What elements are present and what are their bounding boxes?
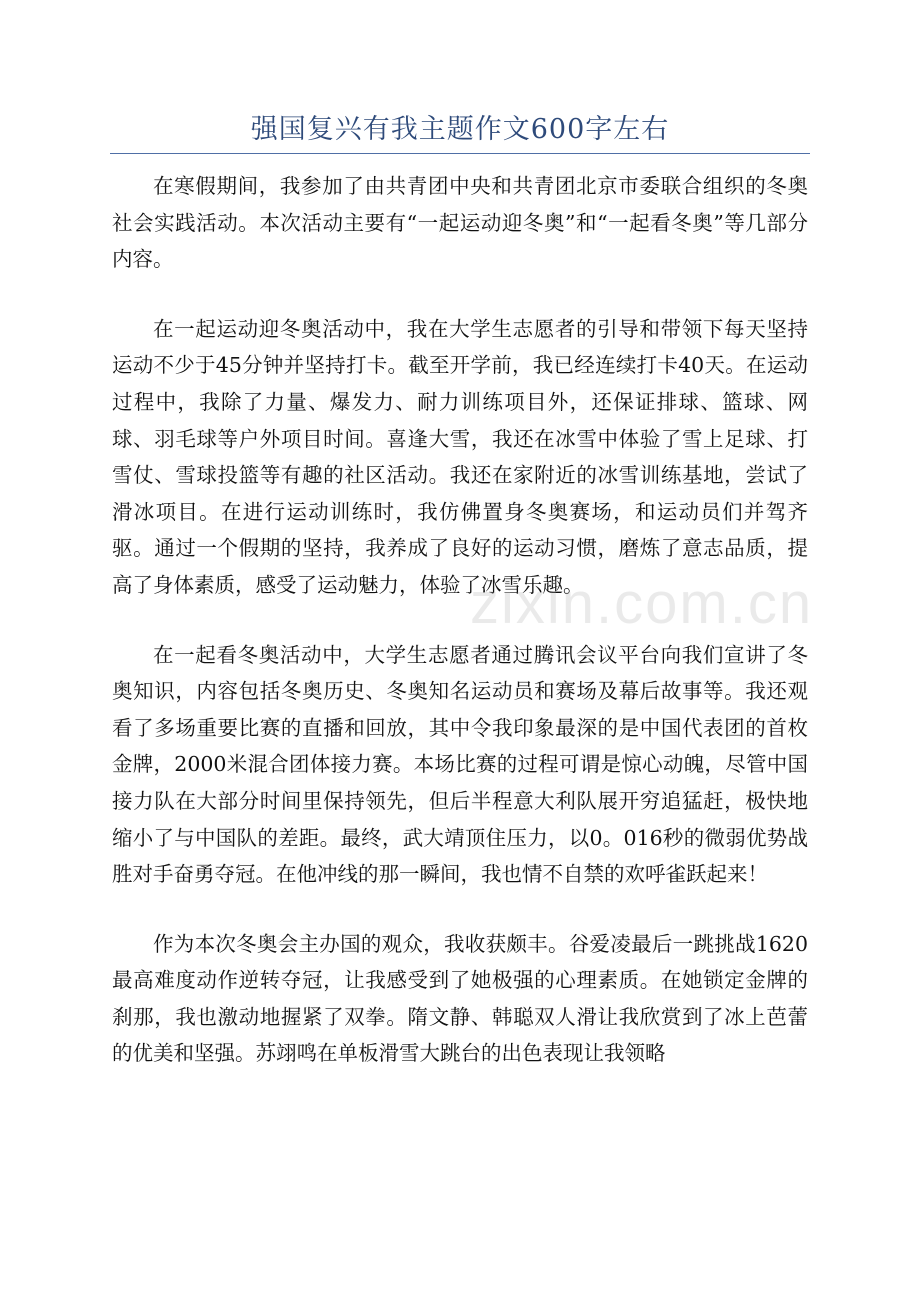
document-body — [112, 168, 808, 1105]
paragraph-1: 在寒假期间，我参加了由共青团中央和共青团北京市委联合组织的冬奥社会实践活动。本次活动主要有“一起运动迎冬奥”和“一起看冬奥”等几部分内容。 — [112, 174, 808, 272]
watermark: zixin.com.cn — [470, 571, 814, 636]
paragraph-2: 在一起运动迎冬奥活动中，我在大学生志愿者的引导和带领下每天坚持运动不少于45分钟并坚持打卡。截至开学前，我已经连续打卡40天。在运动过程中，我除了力量、爆发力、耐力训练项目外，还保证排球、篮球、网球、羽毛球等户外项目时间。喜逢大雪，我还在冰雪中体验了雪上足球、打雪仗、雪球投篮等有趣的社区活动。我还在家附近的冰雪训练基地，尝试了滑冰项目。在进行运动训练时，我仿佛置身冬奥赛场，和运动员们并驾齐驱。通过一个假期的坚持，我养成了良好的运动习惯，磨炼了意志品质，提高了身体素质，感受了运动魅力，体验了冰雪乐趣。 — [112, 316, 808, 597]
title-divider — [110, 153, 810, 154]
paragraph-3: 在一起看冬奥活动中，大学生志愿者通过腾讯会议平台向我们宣讲了冬奥知识，内容包括冬奥历史、冬奥知名运动员和赛场及幕后故事等。我还观看了多场重要比赛的直播和回放，其中令我印象最深的是中国代表团的首枚金牌，2000米混合团体接力赛。本场比赛的过程可谓是惊心动魄，尽管中国接力队在大部分时间里保持领先，但后半程意大利队展开穷追猛赶，极快地缩小了与中国队的差距。最终，武大靖顶住压力，以0。016秒的微弱优势战胜对手奋勇夺冠。在他冲线的那一瞬间，我也情不自禁的欢呼雀跃起来！ — [112, 642, 808, 887]
document-title: 强国复兴有我主题作文600字左右 — [250, 114, 670, 145]
paragraph-4: 作为本次冬奥会主办国的观众，我收获颇丰。谷爱凌最后一跳挑战1620最高难度动作逆转夺冠，让我感受到了她极强的心理素质。在她锁定金牌的刹那，我也激动地握紧了双拳。隋文静、韩聪双人滑让我欣赏到了冰上芭蕾的优美和坚强。苏翊鸣在单板滑雪大跳台的出色表现让我领略 — [112, 931, 808, 1066]
